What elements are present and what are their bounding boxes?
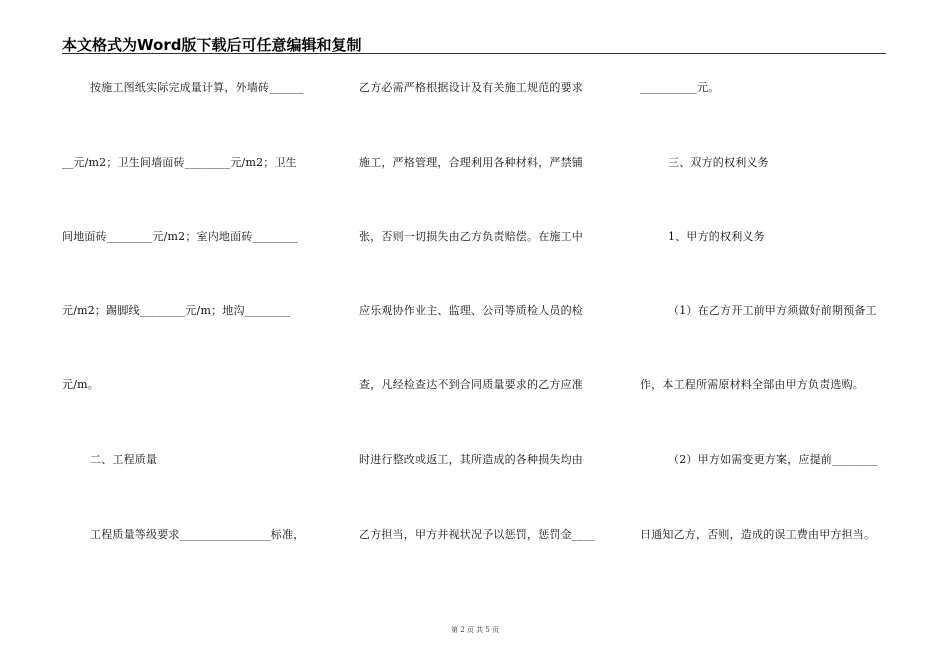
col3-line-5: 作，本工程所需原材料全部由甲方负责选购。 <box>640 378 864 391</box>
col2-line-2: 施工，严格管理，合理利用各种材料，严禁铺 <box>359 156 583 169</box>
text-column-1 <box>62 0 330 672</box>
page-number-footer: 第 2 页 共 5 页 <box>450 626 500 634</box>
text-column-3 <box>640 0 890 672</box>
col2-line-4: 应乐观协作业主、监理、公司等质检人员的检 <box>359 304 583 317</box>
document-header-title: 本文格式为Word版下载后可任意编辑和复制 <box>62 36 362 54</box>
col1-line-5: 元/m。 <box>62 378 99 391</box>
col2-line-7: 乙方担当，甲方并视状况予以惩罚，惩罚金____ <box>359 528 595 541</box>
col2-line-5: 查，凡经检查达不到合同质量要求的乙方应准 <box>359 378 583 391</box>
col2-line-1: 乙方必需严格根据设计及有关施工规范的要求 <box>359 81 583 94</box>
col1-line-2: __元/m2；卫生间墙面砖________元/m2；卫生 <box>62 156 297 169</box>
col3-line-7: 日通知乙方，否则，造成的误工费由甲方担当。 <box>640 528 876 541</box>
col3-line-6: （2）甲方如需变更方案，应提前________ <box>668 453 878 466</box>
col3-line-1: __________元。 <box>640 81 720 94</box>
col1-line-7: 工程质量等级要求________________标准， <box>90 528 305 541</box>
col3-line-4: （1）在乙方开工前甲方须做好前期预备工 <box>668 304 877 317</box>
col1-line-3: 间地面砖________元/m2；室内地面砖________ <box>62 230 299 243</box>
col1-line-4: 元/m2；踢脚线________元/m；地沟________ <box>62 304 291 317</box>
col1-line-1: 按施工图纸实际完成量计算，外墙砖______ <box>90 81 304 94</box>
col1-section-heading: 二、工程质量 <box>90 453 158 466</box>
col2-line-3: 张，否则一切损失由乙方负责赔偿。在施工中 <box>359 230 583 243</box>
col3-subheading: 1、甲方的权利义务 <box>668 230 765 243</box>
col3-section-heading: 三、双方的权利义务 <box>668 156 769 169</box>
col2-line-6: 时进行整改或返工，其所造成的各种损失均由 <box>359 453 583 466</box>
text-column-2 <box>359 0 609 672</box>
